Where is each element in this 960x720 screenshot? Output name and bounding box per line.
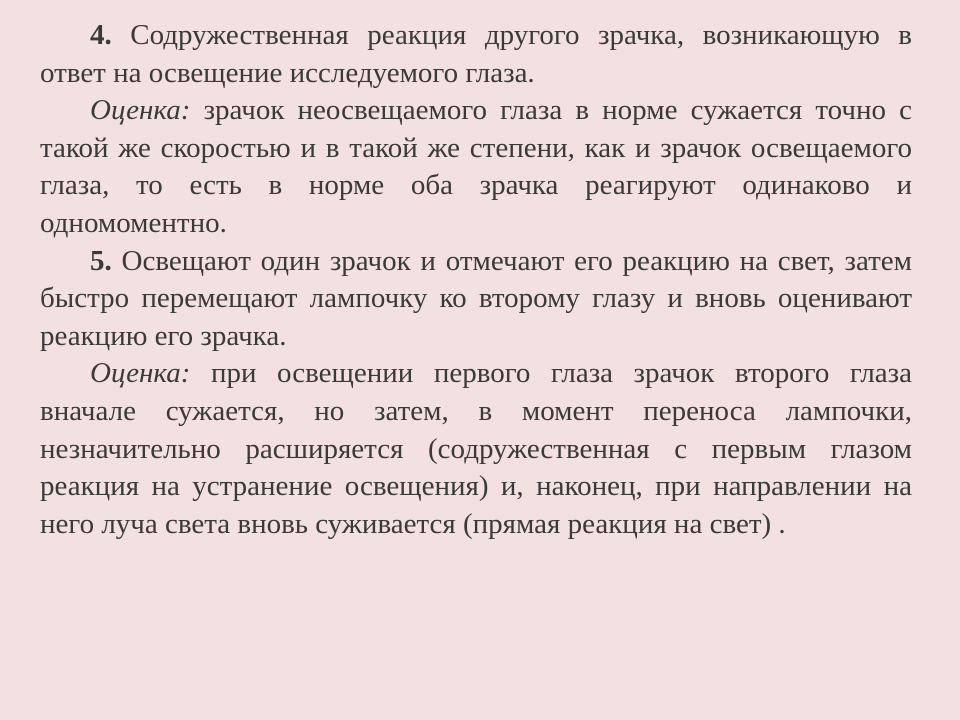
step-number: 5. — [90, 244, 112, 277]
paragraph-text: Содружественная реакция другого зрачка, возникающую в ответ на освещение исследуемого глаза. — [40, 19, 912, 89]
assessment-label: Оценка: — [90, 357, 191, 390]
slide-text-block — [40, 17, 912, 543]
paragraph-step-5 — [40, 243, 912, 356]
paragraph-assessment-5 — [40, 355, 912, 543]
step-number: 4. — [90, 19, 112, 51]
paragraph-text: при освещении первого глаза зрачок второго глаза вначале сужается, но затем, в момент переноса лампочки, незначительно расширяется (содружественная с первым глазом реакция на устранение освещения) и, наконец, при направлении на него луча света вновь суживается (прямая реакция на свет) . — [40, 357, 912, 540]
paragraph-step-4 — [40, 17, 912, 92]
paragraph-text: зрачок неосвещаемого глаза в норме сужается точно с такой же скоростью и в такой же степени, как и зрачок освещаемого глаза, то есть в норме оба зрачка реагируют одинаково и одномоментно. — [40, 94, 912, 239]
paragraph-text: Освещают один зрачок и отмечают его реакцию на свет, затем быстро перемещают лампочку ко второму глазу и вновь оценивают реакцию его зрачка. — [40, 244, 912, 352]
paragraph-assessment-4 — [40, 92, 912, 242]
assessment-label: Оценка: — [90, 94, 191, 127]
